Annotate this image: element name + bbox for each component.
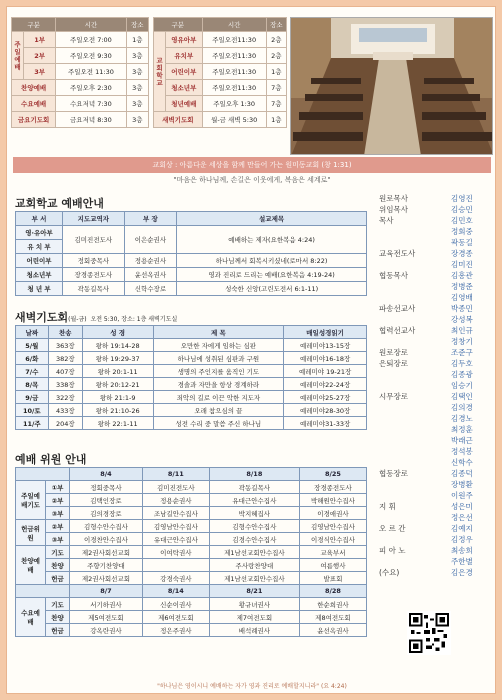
teacher-cell: 김미진전도사 [63,226,125,254]
group-label: 수요예배 [16,598,46,637]
dawn-title-cell: 죄악의 길로 이끈 악한 지도자 [153,391,284,404]
staff-row [379,479,495,490]
staff-role: 교육전도사 [379,249,416,258]
staff-name: 신학수 [451,458,473,467]
col-header: 시간 [202,18,266,32]
assignee-cell: 이경애권사 [299,507,366,520]
service-place: 1층 [126,32,148,48]
staff-row [379,347,495,358]
staff-row [379,391,495,402]
staff-row [379,259,495,270]
staff-name: 김경노 [451,414,473,423]
staff-row [379,303,495,314]
date-header: 8/4 [70,468,143,481]
staff-role: 피 아 노 [379,546,406,555]
committee-row [16,494,367,507]
staff-name: 최송희 [451,546,473,555]
dawn-bible-cell: 왕하 19:29-37 [82,352,153,365]
staff-name: 임승기 [451,381,473,390]
assignee-cell: 제8여전도회 [299,611,366,624]
staff-row [379,336,495,347]
staff-role: 협동장로 [379,469,408,478]
staff-name: 김민호 [451,216,473,225]
date-header: 8/28 [299,585,366,598]
staff-row [379,314,495,325]
sub-label: ①부 [46,481,70,494]
committee-row [16,533,367,546]
dawn-date-cell: 10/토 [16,404,49,417]
staff-name: 조준구 [451,348,473,357]
dawn-title-cell: 하나님에 성취된 심판과 구원 [153,352,284,365]
staff-role: 시무장로 [379,392,408,401]
staff-row [379,226,495,237]
service-place: 1층 [266,112,286,128]
assignee-cell: 정은주권사 [142,624,209,637]
service-name: 1부 [24,32,56,48]
staff-row [379,248,495,259]
committee-table [15,467,367,637]
service-time: 주일오전11:30 [202,32,266,48]
dawn-bible-cell: 왕하 20:1-11 [82,365,153,378]
dawn-reading-cell: 예레미야 19-21장 [284,365,367,378]
assignee-cell: 신순이권사 [142,598,209,611]
staff-name: 김영진 [451,194,473,203]
assignee-cell: 황규녀권사 [209,598,299,611]
committee-row [16,572,367,585]
dawn-title: 새벽기도회 [15,311,69,324]
teacher-cell: 장경종전도사 [63,268,125,282]
assignee-cell: 박지혜집사 [209,507,299,520]
col-header: 부 서 [16,212,63,226]
dawn-date-cell: 11/주 [16,417,49,430]
dawn-hymn-cell: 322장 [48,391,82,404]
col-header: 날짜 [16,326,49,339]
col-header: 시간 [56,18,126,32]
staff-role: 위임목사 [379,205,408,214]
service-name: 영유아부 [166,32,203,48]
teacher-cell: 곽동길목사 [63,282,125,296]
staff-row [379,457,495,468]
head-cell: 정용순권사 [124,254,177,268]
staff-role: 목사 [379,216,394,225]
assignee-cell: 발표회 [299,572,366,585]
staff-row [379,369,495,380]
assignee-cell: 윤선옥권사 [299,624,366,637]
service-name: 수요예배 [12,96,56,112]
dawn-reading-cell: 예레미야16-18장 [284,352,367,365]
service-place: 3층 [126,96,148,112]
service-place: 2층 [266,48,286,64]
dept-cell: 어린이부 [16,254,63,268]
date-header: 8/14 [142,585,209,598]
service-name: 청소년부 [166,80,203,96]
date-header-row [16,468,367,481]
sub-label: 헌금 [46,572,70,585]
staff-name: 정석봉 [451,447,473,456]
staff-name: 최정훈 [451,425,473,434]
staff-row [379,204,495,215]
assignee-cell: 교육부서 [299,546,366,559]
staff-role: 원로장로 [379,348,408,357]
dawn-section-title [15,309,177,325]
dawn-hymn-cell: 363장 [48,339,82,352]
dawn-date-cell: 7/수 [16,365,49,378]
staff-row [379,424,495,435]
staff-role: 오 르 간 [379,524,406,533]
assignee-cell: 제6여전도회 [142,611,209,624]
service-time: 주일오전 11:30 [56,64,126,80]
committee-row [16,598,367,611]
group-label: 주일예배기도 [16,481,46,520]
committee-row [16,624,367,637]
staff-name: 김두호 [451,359,473,368]
date-header: 8/21 [209,585,299,598]
service-place: 2층 [266,32,286,48]
staff-name: 주한별 [451,557,473,566]
service-time: 주일오후 1:30 [202,96,266,112]
staff-name: 김택인 [451,392,473,401]
staff-name: 김예지 [451,524,473,533]
assignee-cell: 주향기찬양대 [70,559,143,572]
staff-list [379,193,495,578]
sub-label: ②부 [46,494,70,507]
dawn-reading-cell: 예레미야25-27장 [284,391,367,404]
dawn-row [16,365,367,378]
sermon-cell: 하나님께서 회복시키셨네(로마서 8:22) [177,254,367,268]
staff-row [379,215,495,226]
staff-row [379,413,495,424]
dawn-row [16,339,367,352]
dawn-hymn-cell: 204장 [48,417,82,430]
col-header: 지도교역자 [63,212,125,226]
service-time: 주일오전11:30 [202,64,266,80]
footer-verse: "하나님은 영이시니 예배하는 자가 영과 진리로 예배할지니라" (요 4:24) [157,683,347,690]
staff-name: 김은경 [451,568,473,577]
assignee-cell: 이경식안수집사 [299,533,366,546]
staff-row [379,501,495,512]
staff-name: 김종광 [451,370,473,379]
service-place: 3층 [126,48,148,64]
head-cell: 신학수장로 [124,282,177,296]
service-time: 월-금 새벽 5:30 [202,112,266,128]
assignee-cell: 제5여전도회 [70,611,143,624]
staff-name: 강성복 [451,315,473,324]
dept-cell: 청소년부 [16,268,63,282]
staff-row [379,512,495,523]
sermon-cell: 영과 진리로 드리는 예배(요한복음 4:19-24) [177,268,367,282]
dawn-hymn-cell: 338장 [48,378,82,391]
service-place: 3층 [126,64,148,80]
staff-row [379,545,495,556]
sub-label: ②부 [46,520,70,533]
staff-row [379,292,495,303]
service-name: 3부 [24,64,56,80]
dawn-row [16,378,367,391]
assignee-cell: 제7여전도회 [209,611,299,624]
church-vision-banner: 교회상 : 아름다운 세상을 함께 만들어 가는 원미동교회 (창 1:31) [13,157,491,173]
service-time: 주일오전11:30 [202,48,266,64]
staff-row [379,358,495,369]
teacher-cell: 정회중목사 [63,254,125,268]
staff-name: 정회중 [451,227,473,236]
service-name: 금요기도회 [12,112,56,128]
service-time: 주일오전 7:00 [56,32,126,48]
staff-name: 김흥관 [451,271,473,280]
staff-name: 김승민 [451,205,473,214]
assignee-cell: 제1남선교회안수집사 [209,546,299,559]
staff-name: 장경종 [451,249,473,258]
assignee-cell [142,559,209,572]
committee-row [16,611,367,624]
dawn-title-cell: 경솔과 자만을 항상 경계하라 [153,378,284,391]
assignee-cell: 곽동길목사 [209,481,299,494]
assignee-cell: 김택인장로 [70,494,143,507]
dawn-reading-cell: 예레미야13-15장 [284,339,367,352]
assignee-cell: 박해원안수집사 [299,494,366,507]
dept-cell: 영·유아부 [16,226,63,240]
assignee-cell: 김영남안수집사 [142,520,209,533]
date-header: 8/11 [142,468,209,481]
head-cell: 윤선옥권사 [124,268,177,282]
assignee-cell: 정회중목사 [70,481,143,494]
dawn-hymn-cell: 433장 [48,404,82,417]
assignee-cell: 김경수안수집사 [209,533,299,546]
assignee-cell: 제2권사회선교회 [70,546,143,559]
dawn-reading-cell: 예레미야22-24장 [284,378,367,391]
sub-label: 찬양 [46,559,70,572]
committee-row [16,507,367,520]
assignee-cell: 이여탁권사 [142,546,209,559]
staff-name: 성은미 [451,502,473,511]
date-header-row [16,585,367,598]
dawn-reading-cell: 예레미야31-33장 [284,417,367,430]
staff-name: 이원주 [451,491,473,500]
dawn-title-cell: 생명의 주인지를 움직인 기도 [153,365,284,378]
staff-name: 김종덕 [451,469,473,478]
staff-role: 협력선교사 [379,326,416,335]
assignee-cell: 주사랑찬양대 [209,559,299,572]
date-header: 8/18 [209,468,299,481]
staff-name: 김영배 [451,293,473,302]
dawn-title-cell: 성전 수리 중 말씀 주신 하나님 [153,417,284,430]
service-name: 어린이부 [166,64,203,80]
service-time: 주일오전 9:30 [56,48,126,64]
staff-name: 박래근 [451,436,473,445]
staff-row [379,325,495,336]
worship-schedule-table [11,17,149,128]
date-header: 8/7 [70,585,143,598]
committee-row [16,520,367,533]
staff-name: 정창기 [451,337,473,346]
sub-label: 헌금 [46,624,70,637]
dawn-row [16,417,367,430]
dawn-row [16,352,367,365]
church-motto: "마음은 하나님께, 손길은 이웃에게, 복음은 세계로" [173,176,331,184]
dawn-bible-cell: 왕하 21:1-9 [82,391,153,404]
staff-role: 협동목사 [379,271,408,280]
dawn-title-cell: 오래 참으심의 끝 [153,404,284,417]
staff-row [379,435,495,446]
sub-label: 찬양 [46,611,70,624]
service-name: 찬양예배 [12,80,56,96]
staff-row [379,270,495,281]
assignee-cell: 장경종전도사 [299,481,366,494]
staff-row [379,567,495,578]
staff-row [379,281,495,292]
service-time: 주일오후 2:30 [56,80,126,96]
blank-header [16,585,70,598]
staff-name: 곽동길 [451,238,473,247]
assignee-cell: 강경숙권사 [142,572,209,585]
dept-cell: 청 년 부 [16,282,63,296]
bulletin-page [6,6,496,694]
col-header: 구분 [12,18,56,32]
sub-label: ③부 [46,533,70,546]
staff-name: 정은선 [451,513,473,522]
staff-row [379,237,495,248]
staff-role: (수요) [379,568,400,577]
staff-row [379,490,495,501]
service-place: 3층 [126,80,148,96]
group-label: 주일예배 [12,32,24,80]
assignee-cell: 여름행사 [299,559,366,572]
committee-row [16,546,367,559]
staff-name: 장병환 [451,480,473,489]
staff-name: 김의경 [451,403,473,412]
dept-cell: 유 치 부 [16,240,63,254]
service-place: 7층 [266,80,286,96]
assignee-cell: 배석례권사 [209,624,299,637]
col-header: 장소 [266,18,286,32]
dawn-bible-cell: 왕하 20:12-21 [82,378,153,391]
assignee-cell: 강옥란권사 [70,624,143,637]
assignee-cell: 유대근안수집사 [209,494,299,507]
assignee-cell: 한순희권사 [299,598,366,611]
staff-row [379,523,495,534]
staff-name: 김정우 [451,535,473,544]
dawn-bible-cell: 왕하 21:10-26 [82,404,153,417]
assignee-cell: 김형수안수집사 [70,520,143,533]
assignee-cell: 이경찬안수집사 [70,533,143,546]
service-time: 수요저녁 7:30 [56,96,126,112]
service-place: 1층 [266,64,286,80]
staff-role: 지 휘 [379,502,396,511]
sub-label: ③부 [46,507,70,520]
assignee-cell: 김미진전도사 [142,481,209,494]
service-place: 7층 [266,96,286,112]
dawn-title-suffix: (월-금) [68,316,87,323]
school-table [15,211,367,296]
service-name: 2부 [24,48,56,64]
group-label: 헌금위원 [16,520,46,546]
committee-row [16,481,367,494]
staff-name: 최인규 [451,326,473,335]
dawn-date-cell: 9/금 [16,391,49,404]
dawn-note: 오전 5:30, 장소: 1층 새벽기도실 [90,316,178,323]
col-header: 찬송 [48,326,82,339]
service-name: 청년예배 [166,96,203,112]
dawn-bible-cell: 왕하 22:1-11 [82,417,153,430]
staff-row [379,446,495,457]
assignee-cell: 유대근안수집사 [142,533,209,546]
sermon-cell: 예배하는 제자(요한복음 4:24) [177,226,367,254]
staff-role: 은퇴장로 [379,359,408,368]
school-schedule-table [153,17,287,128]
service-name: 새벽기도회 [154,112,203,128]
assignee-cell: 정용순권사 [142,494,209,507]
dawn-title-cell: 오만한 자에게 임하는 심판 [153,339,284,352]
staff-row [379,534,495,545]
col-header: 구분 [154,18,203,32]
col-header: 장소 [126,18,148,32]
sanctuary-photo [290,17,493,155]
school-section-title: 교회학교 예배안내 [15,197,104,210]
committee-row [16,559,367,572]
dawn-date-cell: 5/월 [16,339,49,352]
staff-name: 박종민 [451,304,473,313]
staff-name: 김미진 [451,260,473,269]
sub-label: 기도 [46,546,70,559]
dawn-hymn-cell: 407장 [48,365,82,378]
dawn-table [15,325,367,430]
staff-row [379,468,495,479]
staff-row [379,556,495,567]
staff-row [379,380,495,391]
dawn-reading-cell: 예레미야28-30장 [284,404,367,417]
assignee-cell: 김의경장로 [70,507,143,520]
col-header: 성 경 [82,326,153,339]
committee-section-title: 예배 위원 안내 [15,453,87,466]
col-header: 설교제목 [177,212,367,226]
dawn-bible-cell: 왕하 19:14-28 [82,339,153,352]
service-place: 3층 [126,112,148,128]
dawn-date-cell: 6/화 [16,352,49,365]
blank-header [16,468,70,481]
dawn-hymn-cell: 382장 [48,352,82,365]
sub-label: 기도 [46,598,70,611]
service-time: 금요저녁 8:30 [56,112,126,128]
dawn-date-cell: 8/목 [16,378,49,391]
dawn-row [16,391,367,404]
dawn-row [16,404,367,417]
assignee-cell: 서기하권사 [70,598,143,611]
assignee-cell: 김영남안수집사 [299,520,366,533]
qr-code[interactable] [407,611,451,655]
assignee-cell: 제1남선교회안수집사 [209,572,299,585]
col-header: 매일성경읽기 [284,326,367,339]
staff-name: 정병준 [451,282,473,291]
group-label: 교회학교 [154,32,166,112]
sermon-cell: 성숙한 신앙(고린도전서 6:1-11) [177,282,367,296]
group-label: 찬양예배 [16,546,46,585]
col-header: 제 목 [153,326,284,339]
staff-row [379,402,495,413]
assignee-cell: 김형수안수집사 [209,520,299,533]
assignee-cell: 제2권사회선교회 [70,572,143,585]
staff-row [379,193,495,204]
head-cell: 이은순권사 [124,226,177,254]
date-header: 8/25 [299,468,366,481]
service-name: 유치부 [166,48,203,64]
service-time: 주일오전11:30 [202,80,266,96]
col-header: 부 장 [124,212,177,226]
staff-role: 파송선교사 [379,304,416,313]
staff-role: 원로목사 [379,194,408,203]
assignee-cell: 조남길안수집사 [142,507,209,520]
